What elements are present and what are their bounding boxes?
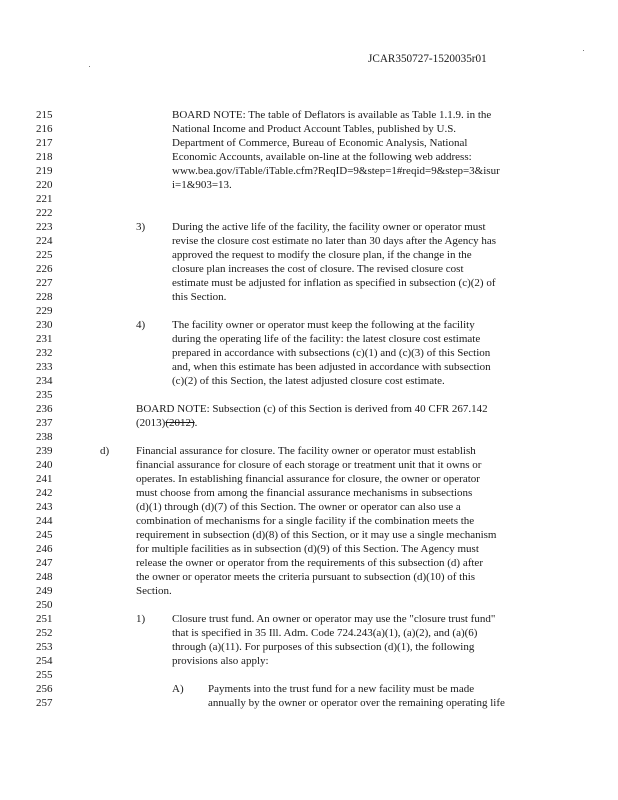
item-line: during the operating life of the facility: the latest closure cost estimate	[172, 333, 481, 345]
line-number: 218	[36, 151, 53, 163]
item-label: 4)	[136, 319, 146, 331]
line-number: 228	[36, 291, 53, 303]
item-line: Payments into the trust fund for a new facility must be made	[208, 683, 475, 695]
note-line	[136, 417, 197, 430]
line-number: 245	[36, 529, 53, 541]
item-line: through (a)(11). For purposes of this subsection (d)(1), the following	[172, 641, 475, 653]
line-number: 234	[36, 375, 53, 387]
note-end: .	[194, 417, 198, 429]
year-struck: (2012)	[165, 417, 195, 429]
line-number: 256	[36, 683, 53, 695]
line-number: 252	[36, 627, 53, 639]
line-number: 227	[36, 277, 53, 289]
line-number: 222	[36, 207, 53, 219]
line-number: 247	[36, 557, 53, 569]
item-line: approved the request to modify the closure plan, if the change in the	[172, 249, 472, 261]
line-number: 254	[36, 655, 53, 667]
item-line: operates. In establishing financial assurance for closure, the owner or operator	[136, 473, 480, 485]
line-number: 223	[36, 221, 53, 233]
item-label: 1)	[136, 613, 146, 625]
item-line: revise the closure cost estimate no later than 30 days after the Agency has	[172, 235, 497, 247]
line-number: 240	[36, 459, 53, 471]
note-line: Department of Commerce, Bureau of Economic Analysis, National	[172, 137, 468, 149]
item-line: closure plan increases the cost of closure. The revised closure cost	[172, 263, 464, 275]
note-line: i=1&903=13.	[172, 179, 232, 191]
line-number: 216	[36, 123, 53, 135]
line-number: 244	[36, 515, 53, 527]
note-line: BOARD NOTE: Subsection (c) of this Section is derived from 40 CFR 267.142	[136, 403, 488, 415]
line-number: 231	[36, 333, 53, 345]
item-line: (c)(2) of this Section, the latest adjusted closure cost estimate.	[172, 375, 445, 387]
item-line: this Section.	[172, 291, 227, 303]
note-line: Economic Accounts, available on-line at the following web address:	[172, 151, 472, 163]
line-number: 241	[36, 473, 53, 485]
line-number: 236	[36, 403, 53, 415]
line-number: 246	[36, 543, 53, 555]
scan-speck	[89, 66, 90, 67]
item-line: combination of mechanisms for a single facility if the combination meets the	[136, 515, 475, 527]
item-line: Closure trust fund. An owner or operator may use the "closure trust fund"	[172, 613, 496, 625]
item-line: The facility owner or operator must keep the following at the facility	[172, 319, 475, 331]
item-label: d)	[100, 445, 110, 457]
item-line: financial assurance for closure of each storage or treatment unit that it owns or	[136, 459, 482, 471]
item-line: for multiple facilities as in subsection (d)(9) of this Section. The Agency must	[136, 543, 479, 555]
item-line: prepared in accordance with subsections (c)(1) and (c)(3) of this Section	[172, 347, 491, 359]
item-line: estimate must be adjusted for inflation as specified in subsection (c)(2) of	[172, 277, 496, 289]
line-number: 238	[36, 431, 53, 443]
item-label: 3)	[136, 221, 146, 233]
line-number: 237	[36, 417, 53, 429]
document-id-header: JCAR350727-1520035r01	[368, 53, 487, 65]
line-number: 221	[36, 193, 53, 205]
line-number: 242	[36, 487, 53, 499]
line-number: 217	[36, 137, 53, 149]
line-number: 220	[36, 179, 53, 191]
line-number: 239	[36, 445, 53, 457]
item-line: that is specified in 35 Ill. Adm. Code 724.243(a)(1), (a)(2), and (a)(6)	[172, 627, 478, 639]
line-number: 226	[36, 263, 53, 275]
line-number: 230	[36, 319, 53, 331]
line-number: 229	[36, 305, 53, 317]
note-line: National Income and Product Account Tables, published by U.S.	[172, 123, 457, 135]
item-line: During the active life of the facility, the facility owner or operator must	[172, 221, 486, 233]
item-line: and, when this estimate has been adjusted in accordance with subsection	[172, 361, 491, 373]
line-number: 233	[36, 361, 53, 373]
line-number: 224	[36, 235, 53, 247]
item-line: (d)(1) through (d)(7) of this Section. The owner or operator can also use a	[136, 501, 461, 513]
line-number: 225	[36, 249, 53, 261]
scan-speck	[583, 50, 584, 51]
item-line: release the owner or operator from the requirements of this subsection (d) after	[136, 557, 483, 569]
item-line: must choose from among the financial assurance mechanisms in subsections	[136, 487, 473, 499]
note-line: BOARD NOTE: The table of Deflators is available as Table 1.1.9. in the	[172, 109, 492, 121]
year-new: (2013)	[136, 417, 166, 429]
line-number: 251	[36, 613, 53, 625]
line-number: 250	[36, 599, 53, 611]
line-number: 235	[36, 389, 53, 401]
item-line: the owner or operator meets the criteria pursuant to subsection (d)(10) of this	[136, 571, 476, 583]
item-line: annually by the owner or operator over the remaining operating life	[208, 697, 505, 709]
line-number: 248	[36, 571, 53, 583]
line-number: 249	[36, 585, 53, 597]
line-number: 219	[36, 165, 53, 177]
line-number: 232	[36, 347, 53, 359]
item-label: A)	[172, 683, 184, 695]
note-line: www.bea.gov/iTable/iTable.cfm?ReqID=9&step=1#reqid=9&step=3&isur	[172, 165, 500, 177]
line-number: 215	[36, 109, 53, 121]
line-number: 243	[36, 501, 53, 513]
item-line: Section.	[136, 585, 172, 597]
item-line: provisions also apply:	[172, 655, 269, 667]
line-number: 253	[36, 641, 53, 653]
item-line: Financial assurance for closure. The facility owner or operator must establish	[136, 445, 476, 457]
line-number: 255	[36, 669, 53, 681]
item-line: requirement in subsection (d)(8) of this Section, or it may use a single mechanism	[136, 529, 497, 541]
line-number: 257	[36, 697, 53, 709]
